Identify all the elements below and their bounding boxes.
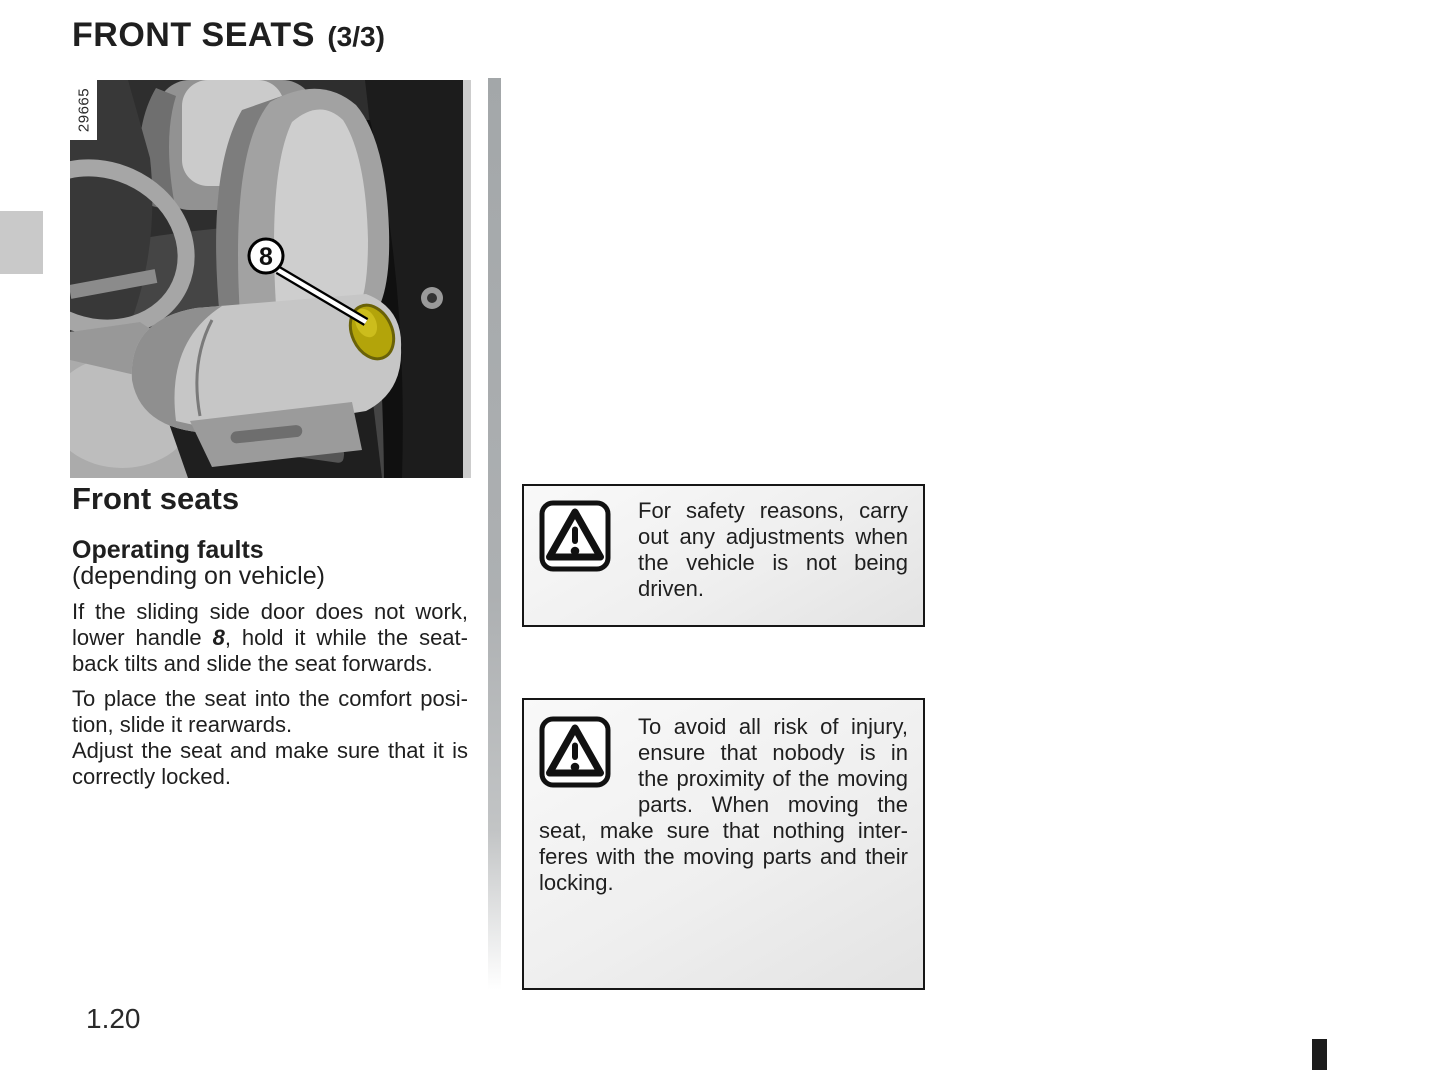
callout-8 xyxy=(249,239,283,273)
paragraph-comfort-position: To place the seat into the comfort position, slide it rearwards. Adjust the seat and make sure that it is correctly locked. xyxy=(72,686,468,789)
page-title xyxy=(72,16,385,55)
warning-text: To avoid all risk of injury, ensure that nobody is in the proximity of the moving parts. When moving the seat, make sure that nothing interferes with the moving parts and their locking. xyxy=(539,714,908,895)
photo-id-text: 29665 xyxy=(75,87,92,133)
page-edge-mark xyxy=(1312,1039,1327,1070)
warning-box-injury xyxy=(522,698,925,990)
section-tab-marker xyxy=(0,211,43,274)
photo-id-label xyxy=(70,80,97,140)
page-title-part: (3/3) xyxy=(327,21,385,52)
paragraph-sliding-door: If the sliding side door does not work, lower handle 8, hold it while the seatback tilts and slide the seat forwards. xyxy=(72,599,468,676)
page-number: 1.20 xyxy=(86,1003,141,1034)
subsection-heading: Operating faults xyxy=(72,536,264,564)
warning-triangle-icon xyxy=(539,716,611,788)
warning-box-safety xyxy=(522,484,925,627)
warning-text: For safety reasons, carry out any adjustments when the vehicle is not being driven. xyxy=(638,498,908,601)
seat-illustration xyxy=(70,80,471,478)
left-column xyxy=(72,481,468,790)
section-heading: Front seats xyxy=(72,481,240,516)
page-title-text: FRONT SEATS xyxy=(72,16,315,54)
figure-photo xyxy=(70,80,471,478)
handle-reference: 8 xyxy=(212,625,225,650)
warning-triangle-icon xyxy=(539,500,611,572)
callout-8-label: 8 xyxy=(259,243,273,271)
column-divider xyxy=(488,78,501,1018)
subsection-note: (depending on vehicle) xyxy=(72,562,325,590)
